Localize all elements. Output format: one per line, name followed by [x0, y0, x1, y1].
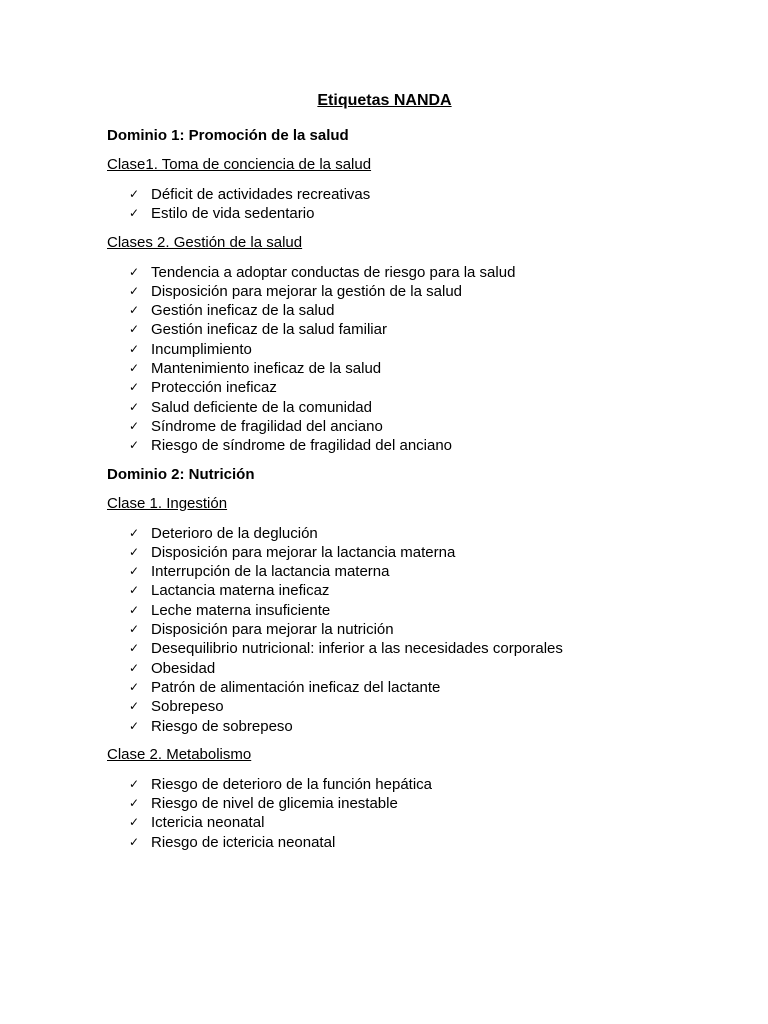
checkmark-icon: ✓ [129, 206, 140, 221]
list-item [107, 204, 707, 223]
checkmark-icon: ✓ [129, 303, 140, 318]
list-item-label: Mantenimiento ineficaz de la salud [151, 360, 382, 378]
list-item-label: Leche materna insuficiente [151, 601, 331, 619]
list-item-label: Disposición para mejorar la nutrición [151, 621, 394, 639]
list-item [107, 320, 707, 339]
list-item-label: Riesgo de deterioro de la función hepática [151, 775, 433, 793]
list-item-label: Protección ineficaz [151, 379, 277, 397]
checkmark-icon: ✓ [129, 341, 140, 356]
list-item [107, 263, 707, 282]
list-item [107, 378, 707, 397]
list-item [107, 436, 707, 455]
domain-heading: Dominio 1: Promoción de la salud [107, 127, 349, 144]
list-item [107, 562, 707, 581]
checkmark-icon: ✓ [129, 622, 140, 637]
checkmark-icon: ✓ [129, 322, 140, 337]
checkmark-icon: ✓ [129, 815, 140, 830]
checkmark-icon: ✓ [129, 264, 140, 279]
checkmark-icon: ✓ [129, 602, 140, 617]
list-item [107, 697, 707, 716]
checkmark-icon: ✓ [129, 187, 140, 201]
list-item [107, 185, 707, 204]
document-content [107, 126, 707, 852]
class-heading: Clase 1. Ingestión [107, 494, 228, 512]
class-heading: Clase1. Toma de conciencia de la salud [107, 156, 372, 173]
list-item [107, 398, 707, 417]
list-item-label: Incumplimiento [151, 340, 252, 358]
list-item-label: Estilo de vida sedentario [151, 205, 315, 223]
list-item [107, 340, 707, 359]
class-heading: Clases 2. Gestión de la salud [107, 233, 303, 251]
list-item [107, 659, 707, 678]
list-item [107, 282, 707, 301]
list-item [107, 717, 707, 736]
checkmark-icon: ✓ [129, 361, 140, 376]
list-item [107, 678, 707, 697]
checklist [107, 185, 707, 224]
list-item [107, 775, 707, 794]
list-item [107, 601, 707, 620]
checklist [107, 775, 707, 852]
checkmark-icon: ✓ [129, 525, 140, 540]
list-item-label: Deterioro de la deglución [151, 524, 318, 542]
checklist [107, 263, 707, 456]
document-title: Etiquetas NANDA [317, 92, 452, 109]
list-item-label: Tendencia a adoptar conductas de riesgo para la salud [151, 263, 516, 281]
list-item [107, 417, 707, 436]
list-item-label: Síndrome de fragilidad del anciano [151, 417, 383, 435]
list-item [107, 813, 707, 832]
list-item-label: Obesidad [151, 659, 216, 677]
checkmark-icon: ✓ [129, 380, 140, 395]
checkmark-icon: ✓ [129, 641, 140, 656]
list-item-label: Interrupción de la lactancia materna [151, 563, 390, 581]
checkmark-icon: ✓ [129, 544, 140, 559]
list-item-label: Riesgo de nivel de glicemia inestable [151, 795, 398, 813]
list-item-label: Riesgo de sobrepeso [151, 717, 293, 735]
checkmark-icon: ✓ [129, 564, 140, 579]
checkmark-icon: ✓ [129, 679, 140, 694]
list-item-label: Lactancia materna ineficaz [151, 582, 330, 600]
list-item-label: Salud deficiente de la comunidad [151, 398, 372, 416]
list-item [107, 301, 707, 320]
list-item [107, 833, 707, 852]
list-item [107, 581, 707, 600]
list-item-label: Sobrepeso [151, 698, 224, 716]
class-heading: Clase 2. Metabolismo [107, 745, 252, 763]
domain-heading: Dominio 2: Nutrición [107, 465, 255, 483]
list-item-label: Déficit de actividades recreativas [151, 186, 371, 203]
list-item-label: Desequilibrio nutricional: inferior a las necesidades corporales [151, 640, 563, 658]
checkmark-icon: ✓ [129, 583, 140, 598]
list-item-label: Ictericia neonatal [151, 814, 265, 832]
checkmark-icon: ✓ [129, 399, 140, 414]
list-item-label: Riesgo de ictericia neonatal [151, 833, 336, 851]
list-item-label: Patrón de alimentación ineficaz del lactante [151, 678, 441, 696]
list-item-label: Gestión ineficaz de la salud [151, 302, 335, 320]
list-item [107, 524, 707, 543]
list-item [107, 620, 707, 639]
checkmark-icon: ✓ [129, 699, 140, 714]
checkmark-icon: ✓ [129, 660, 140, 675]
document-page [107, 90, 707, 861]
checkmark-icon: ✓ [129, 418, 140, 433]
list-item-label: Disposición para mejorar la lactancia materna [151, 543, 456, 561]
checkmark-icon: ✓ [129, 834, 140, 849]
list-item [107, 359, 707, 378]
checkmark-icon: ✓ [129, 718, 140, 733]
checkmark-icon: ✓ [129, 776, 140, 791]
list-item-label: Riesgo de síndrome de fragilidad del anciano [151, 437, 453, 455]
checkmark-icon: ✓ [129, 796, 140, 811]
checkmark-icon: ✓ [129, 438, 140, 453]
checkmark-icon: ✓ [129, 283, 140, 298]
list-item-label: Gestión ineficaz de la salud familiar [151, 321, 387, 339]
checklist [107, 524, 707, 736]
list-item [107, 794, 707, 813]
list-item-label: Disposición para mejorar la gestión de la salud [151, 282, 463, 300]
list-item [107, 639, 707, 658]
list-item [107, 543, 707, 562]
